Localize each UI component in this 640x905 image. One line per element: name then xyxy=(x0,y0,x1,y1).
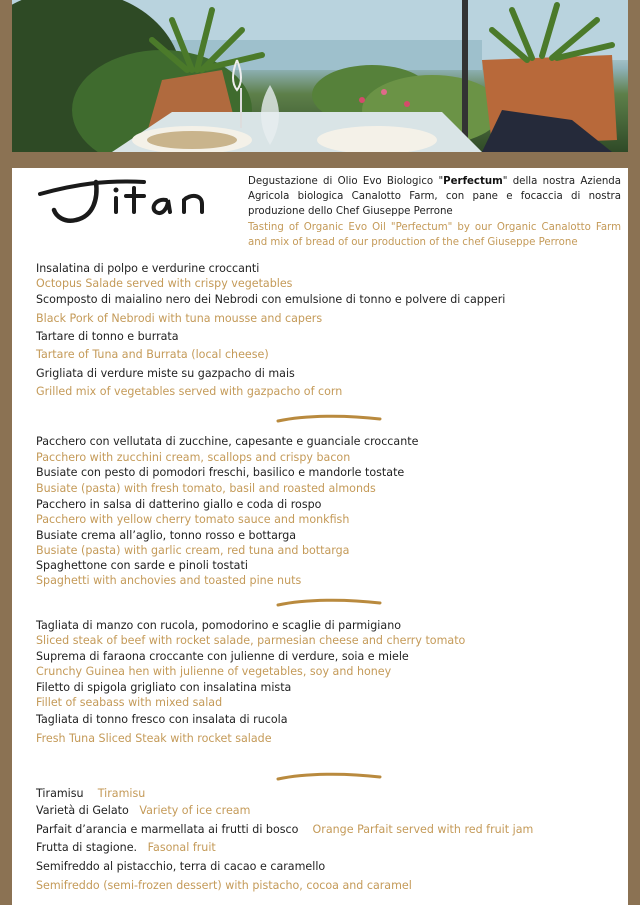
primo-1-en: Pacchero with zucchini cream, scallops and crispy bacon xyxy=(36,451,351,464)
antipasto-3-en: Tartare of Tuna and Burrata (local cheese) xyxy=(36,348,269,361)
primo-4-it: Busiate crema all’aglio, tonno rosso e bottarga xyxy=(36,529,297,542)
secondo-1-en: Sliced steak of beef with rocket salade, parmesian cheese and cherry tomato xyxy=(36,634,466,647)
primo-3-en: Pacchero with yellow cherry tomato sauce and monkfish xyxy=(36,513,350,526)
antipasto-3-it: Tartare di tonno e burrata xyxy=(36,330,179,343)
tiramisu-en: Tiramisu xyxy=(97,787,146,800)
frutta-it: Frutta di stagione. xyxy=(36,841,138,854)
primo-3-it: Pacchero in salsa di datterino giallo e coda di rospo xyxy=(36,498,322,511)
primo-5-it: Spaghettone con sarde e pinoli tostati xyxy=(36,559,248,572)
antipasto-2-it: Scomposto di maialino nero dei Nebrodi con emulsione di tonno e polvere di capperi xyxy=(36,293,506,306)
logo-text: Jitan xyxy=(36,228,39,229)
primo-4-en: Busiate (pasta) with garlic cream, red tuna and bottarga xyxy=(36,544,350,557)
dolce-parfait xyxy=(36,823,533,837)
terrace-illustration xyxy=(12,0,628,152)
section-divider xyxy=(276,771,382,783)
tiramisu-it: Tiramisu xyxy=(36,787,84,800)
intro-text xyxy=(248,174,621,250)
parfait-it: Parfait d’arancia e marmellata ai frutti di bosco xyxy=(36,823,299,836)
dolce-frutta xyxy=(36,841,216,855)
primo-2-it: Busiate con pesto di pomodori freschi, basilico e mandorle tostate xyxy=(36,466,405,479)
antipasto-1-it: Insalatina di polpo e verdurine croccanti xyxy=(36,262,260,275)
jitan-logo xyxy=(36,168,232,230)
intro-it-suffix: " della nostra Azienda Agricola biologica Canalotto Farm, con pane e focaccia di nostra produzione dello Chef Giuseppe Perrone xyxy=(248,176,621,218)
primo-1-it: Pacchero con vellutata di zucchine, capesante e guanciale croccante xyxy=(36,435,419,448)
parfait-en: Orange Parfait served with red fruit jam xyxy=(312,823,534,836)
dolce-tiramisu xyxy=(36,787,145,801)
secondo-3-it: Filetto di spigola grigliato con insalatina mista xyxy=(36,681,292,694)
section-divider xyxy=(276,597,382,609)
terrace-photo xyxy=(12,0,628,152)
section-divider xyxy=(276,413,382,425)
antipasto-4-en: Grilled mix of vegetables served with gazpacho of corn xyxy=(36,385,343,398)
gelato-en: Variety of ice cream xyxy=(139,804,251,817)
intro-en: Tasting of Organic Evo Oil "Perfectum" by our Organic Canalotto Farm and mix of bread of our production of the chef Giuseppe Perrone xyxy=(248,221,621,248)
intro-brand: Perfectum xyxy=(443,176,503,187)
gelato-it: Varietà di Gelato xyxy=(36,804,129,817)
secondo-2-it: Suprema di faraona croccante con julienne di verdure, soia e miele xyxy=(36,650,409,663)
frutta-en: Fasonal fruit xyxy=(147,841,216,854)
secondo-4-en: Fresh Tuna Sliced Steak with rocket salade xyxy=(36,732,272,745)
secondo-2-en: Crunchy Guinea hen with julienne of vegetables, soy and honey xyxy=(36,665,392,678)
secondo-4-it: Tagliata di tonno fresco con insalata di rucola xyxy=(36,713,288,726)
secondo-1-it: Tagliata di manzo con rucola, pomodorino e scaglie di parmigiano xyxy=(36,619,402,632)
antipasto-4-it: Grigliata di verdure miste su gazpacho di mais xyxy=(36,367,295,380)
dolce-semifreddo-it: Semifreddo al pistacchio, terra di cacao e caramello xyxy=(36,860,326,873)
intro-it-prefix: Degustazione di Olio Evo Biologico " xyxy=(248,176,444,187)
secondo-3-en: Fillet of seabass with mixed salad xyxy=(36,696,223,709)
primo-2-en: Busiate (pasta) with fresh tomato, basil and roasted almonds xyxy=(36,482,376,495)
dolce-gelato xyxy=(36,804,250,818)
primo-5-en: Spaghetti with anchovies and toasted pine nuts xyxy=(36,574,302,587)
antipasto-2-en: Black Pork of Nebrodi with tuna mousse and capers xyxy=(36,312,323,325)
antipasto-1-en: Octopus Salade served with crispy vegetables xyxy=(36,277,293,290)
dolce-semifreddo-en: Semifreddo (semi-frozen dessert) with pistacho, cocoa and caramel xyxy=(36,879,412,892)
